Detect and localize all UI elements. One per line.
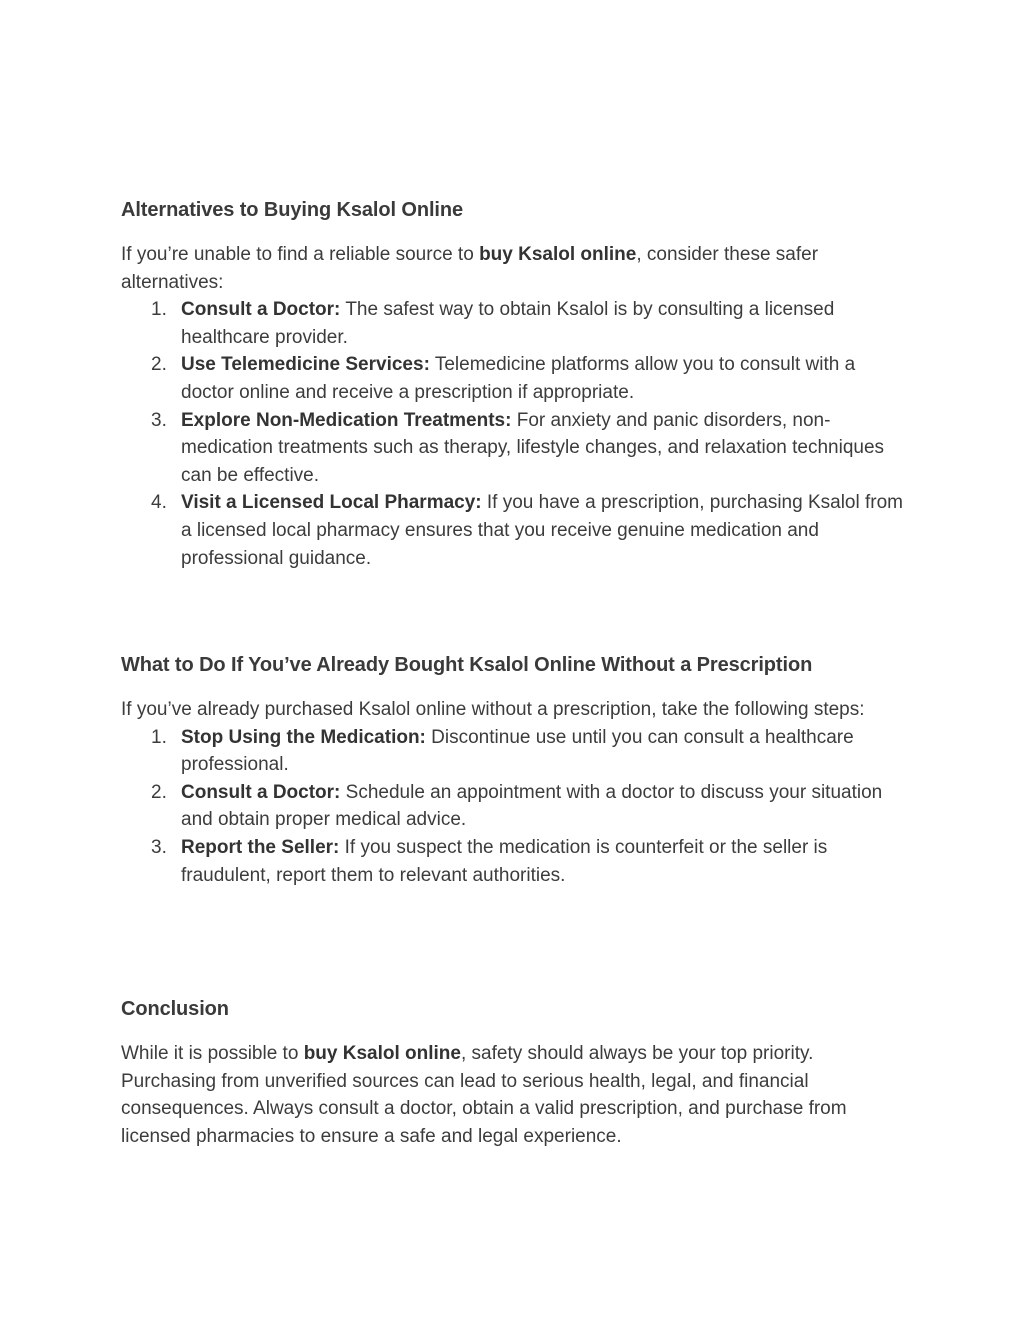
list-item-text: Schedule an appointment with a doctor to discuss your situation and obtain proper medical advice. — [181, 781, 883, 831]
alternatives-list — [121, 296, 911, 572]
section-intro — [121, 696, 911, 724]
list-item-title: Stop Using the Medication: — [181, 726, 426, 748]
list-item-title: Consult a Doctor: — [181, 781, 341, 803]
section-already-bought — [121, 651, 911, 889]
list-number: 3. — [151, 836, 167, 858]
list-item-title: Report the Seller: — [181, 836, 340, 858]
list-item — [121, 296, 911, 351]
section-intro — [121, 241, 911, 296]
intro-text: If you’ve already purchased Ksalol online without a prescription, take the following steps: — [121, 699, 865, 720]
list-item — [121, 834, 911, 889]
list-item-text: Telemedicine platforms allow you to consult with a doctor online and receive a prescription if appropriate. — [181, 354, 856, 403]
list-item-text: If you suspect the medication is counterfeit or the seller is fraudulent, report them to relevant authorities. — [181, 836, 828, 886]
list-number: 1. — [151, 299, 167, 321]
intro-text-after: , safety should always be your top priority. Purchasing from unverified sources can lead to serious health, legal, and financial consequences. Always consult a doctor, obtain a valid prescription, and purchase from licensed pharmacies to ensure a safe and legal experience. — [121, 1043, 847, 1147]
section-alternatives — [121, 196, 911, 572]
list-item — [121, 724, 911, 779]
steps-list — [121, 724, 911, 890]
list-item — [121, 351, 911, 406]
list-number: 4. — [151, 492, 167, 514]
intro-text-after: , consider these safer alternatives: — [121, 244, 819, 293]
list-item-title: Explore Non-Medication Treatments: — [181, 409, 512, 431]
intro-text: While it is possible to — [121, 1043, 304, 1064]
list-item-text: The safest way to obtain Ksalol is by consulting a licensed healthcare provider. — [181, 299, 835, 348]
intro-emphasis: buy Ksalol online — [479, 244, 637, 265]
list-item-title: Consult a Doctor: — [181, 299, 341, 321]
list-item — [121, 489, 911, 572]
list-item — [121, 779, 911, 834]
section-heading: Alternatives to Buying Ksalol Online — [121, 199, 464, 221]
list-number: 2. — [151, 781, 167, 803]
list-item-text: If you have a prescription, purchasing Ksalol from a licensed local pharmacy ensures that you receive genuine medication and professional guidance. — [181, 492, 904, 569]
list-number: 2. — [151, 354, 167, 376]
list-item-text: Discontinue use until you can consult a healthcare professional. — [181, 726, 854, 776]
list-item — [121, 407, 911, 490]
section-intro — [121, 1040, 911, 1150]
list-number: 1. — [151, 726, 167, 748]
list-number: 3. — [151, 409, 167, 431]
list-item-text: For anxiety and panic disorders, non-medication treatments such as therapy, lifestyle changes, and relaxation techniques can be effective. — [181, 409, 885, 486]
list-item-title: Use Telemedicine Services: — [181, 354, 430, 376]
list-item-title: Visit a Licensed Local Pharmacy: — [181, 492, 482, 514]
section-conclusion — [121, 995, 911, 1150]
section-heading: What to Do If You’ve Already Bought Ksalol Online Without a Prescription — [121, 654, 813, 676]
intro-emphasis: buy Ksalol online — [303, 1043, 461, 1064]
intro-text: If you’re unable to find a reliable source to — [121, 244, 480, 265]
section-heading: Conclusion — [121, 998, 229, 1020]
